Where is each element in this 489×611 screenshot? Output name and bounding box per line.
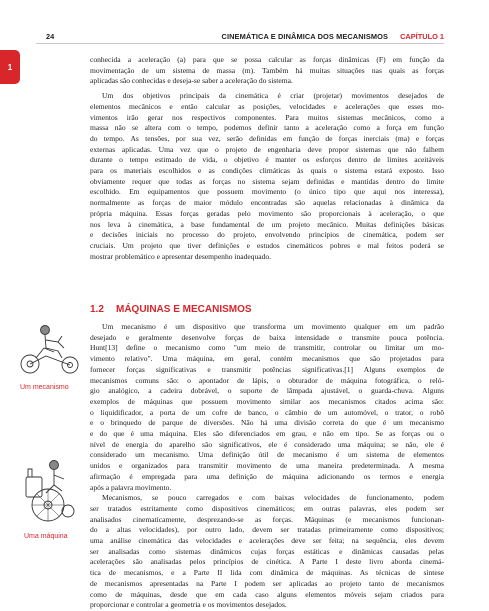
chapter-tab [0, 50, 20, 84]
section-title: MÁQUINAS E MECANISMOS [116, 304, 252, 315]
chapter-label: CAPÍTULO 1 [400, 32, 444, 41]
text-line: externas aplicadas. Uma vez que o projeto de engenharia deve propor sistemas que não falhem [90, 144, 444, 154]
running-header [36, 30, 444, 44]
figure-caption-mechanism: Um mecanismo [20, 384, 69, 391]
text-line: mostrar problemático e apresentar desempenho inadequado. [90, 251, 272, 261]
text-line: massa não se altera com o tempo, podemos definir tanto a aceleração como a força em função [90, 123, 444, 133]
text-line: própria máquina. Essas forças geradas pelo movimento são proporcionais à aceleração, o que [90, 208, 444, 218]
text-line: obviamente requer que todas as forças no sistema sejam definidas e mantidas dentro do limite [90, 176, 444, 186]
mechanism-illustration [18, 318, 80, 376]
text-line: vimentos irão gerar nos respectivos componentes. Para muitos sistemas mecânicos, como a [90, 112, 444, 122]
text-line: gio analógico, a cadeira dobrável, o suporte de lâmpada ajustável, o guarda-chuva. Alguns [90, 386, 444, 396]
text-line: exemplos de máquinas que possuem movimento similar aos mecanismos citados acima são: [90, 396, 444, 406]
text-line: e decisões iniciais no processo do projeto, envolvendo princípios de cinemática, podem ser [90, 230, 444, 240]
text-line: movimentação de um sistema de massa (m). Também há muitas situações nas quais as forças [90, 65, 444, 75]
text-line: Um mecanismo é um dispositivo que transforma um movimento qualquer em um padrão [102, 322, 444, 331]
text-line: para os materiais escolhidos e as condições climáticas às quais o sistema estará exposto. Isso [90, 166, 444, 176]
text-line: fornecer forças significativas e transmitir potências significativas.[1] Alguns exemplos de [90, 364, 444, 374]
page-number: 24 [46, 32, 55, 41]
text-line: proporcionar e controlar a geometria e os movimentos desejados. [90, 600, 287, 610]
text-line: mecanismos comuns são: o apontador de lápis, o obturador de máquina fotográfica, o reló- [90, 375, 444, 385]
text-line: o liquidificador, a porta de um cofre de banco, o câmbio de um automóvel, o trator, o robô [90, 407, 444, 417]
text-line: unidos e organizados para transmitir movimento de uma maneira predeterminada. A mesma [90, 461, 444, 471]
text-line: tica de mecanismos, e a Parte II lida com dinâmica de máquinas. As técnicas de síntese [90, 568, 444, 578]
text-line: elementos mecânicos e então calcular as posições, velocidades e acelerações que esses mo- [90, 101, 444, 111]
text-line: escolhido. Em equipamentos que possuem movimento (o único tipo que aqui nos interessa), [90, 187, 444, 197]
text-line: normalmente as forças de maior módulo encontradas são aquelas relacionadas à dinâmica da [90, 198, 444, 208]
text-line: uma análise cinemática das velocidades e acelerações deve ser feita; na sequência, eles devem [90, 536, 444, 546]
text-line: durante o tempo estimado de vida, o objetivo é manter os esforços dentro de limites aceitáveis [90, 155, 444, 165]
chapter-tab-number: 1 [7, 62, 13, 72]
body-text-top [90, 55, 444, 262]
text-line: nível de energia do aparelho são significativos, ele é considerado uma máquina; se não, ele é [90, 439, 444, 449]
text-line: e do que é uma máquina. Eles são diferenciados em grau, e não em tipo. Se as forças ou o [90, 429, 444, 439]
text-line: vimento relativo". Uma máquina, em geral, contém mecanismos que são projetados para [90, 354, 444, 364]
text-line: nos leva à cinemática, a base fundamental de um projeto mecânico. Muitas definições básicas [90, 219, 444, 229]
text-line: Hunt[13] define o mecanismo como "um meio de transmitir, controlar ou limitar um mo- [90, 343, 444, 353]
text-line: do tempo. As tensões, por sua vez, serão definidas em função de forças inerciais (ma) e forças [90, 133, 444, 143]
paragraph-3 [90, 322, 444, 493]
figure-caption-machine: Uma máquina [24, 533, 68, 540]
paragraph-4 [90, 493, 444, 611]
text-line: conhecida a aceleração (a) para que se possa calcular as forças dinâmicas (F) em função da [90, 55, 444, 64]
section-number: 1.2 [90, 304, 104, 315]
machine-illustration [18, 455, 80, 525]
text-line: e o brinquedo de parque de diversões. Não há uma divisão correta do que é um mecanismo [90, 418, 444, 428]
text-line: ser analisadas como sistemas dinâmicos cujas forças estáticas e dinâmicas causadas pelas [90, 546, 444, 556]
text-line: acelerações são analisadas pelos princípios de cinética. A Parte I deste livro aborda cinemá- [90, 557, 444, 567]
text-line: ser tratados estritamente como dispositivos cinemáticos; em outras palavras, eles podem ser [90, 503, 444, 513]
text-line: Um dos objetivos principais da cinemática é criar (projetar) movimentos desejados de [102, 91, 444, 101]
book-title: CINEMÁTICA E DINÂMICA DOS MECANISMOS [221, 32, 388, 41]
paragraph-1 [90, 55, 444, 87]
text-line: após a palavra movimento. [90, 482, 172, 492]
text-line: de mecanismos apresentadas na Parte I podem ser aplicadas ao projeto tanto de mecanismos [90, 578, 444, 588]
text-line: afirmação é empregada para uma definição de máquina adicionando os termos e energia [90, 471, 444, 481]
body-text-bottom [90, 322, 444, 611]
text-line: analisados cinematicamente, desprezando-se as forças. Máquinas (e mecanismos funcionan- [90, 514, 444, 524]
paragraph-2 [90, 91, 444, 262]
text-line: do a altas velocidades), por outro lado, devem ser tratadas primeiramente como dispositivos; [90, 525, 444, 535]
section-heading [90, 304, 252, 315]
text-line: desejado e geralmente desenvolve forças de baixa intensidade e transmite pouca potência. [90, 332, 444, 342]
text-line: Mecanismos, se pouco carregados e com baixas velocidades de funcionamento, podem [102, 493, 444, 503]
text-line: considerado um mecanismo. Uma definição útil de mecanismo é um sistema de elementos [90, 450, 444, 460]
text-line: cruciais. Um projeto que tiver definições e estudos cinemáticos pobres e mal feitos poderá se [90, 240, 444, 250]
text-line: como de máquinas, desde que em cada caso alguns elementos móveis sejam criados para [90, 589, 444, 599]
text-line: aplicadas são conhecidas e deseja-se saber a aceleração do sistema. [90, 76, 293, 86]
